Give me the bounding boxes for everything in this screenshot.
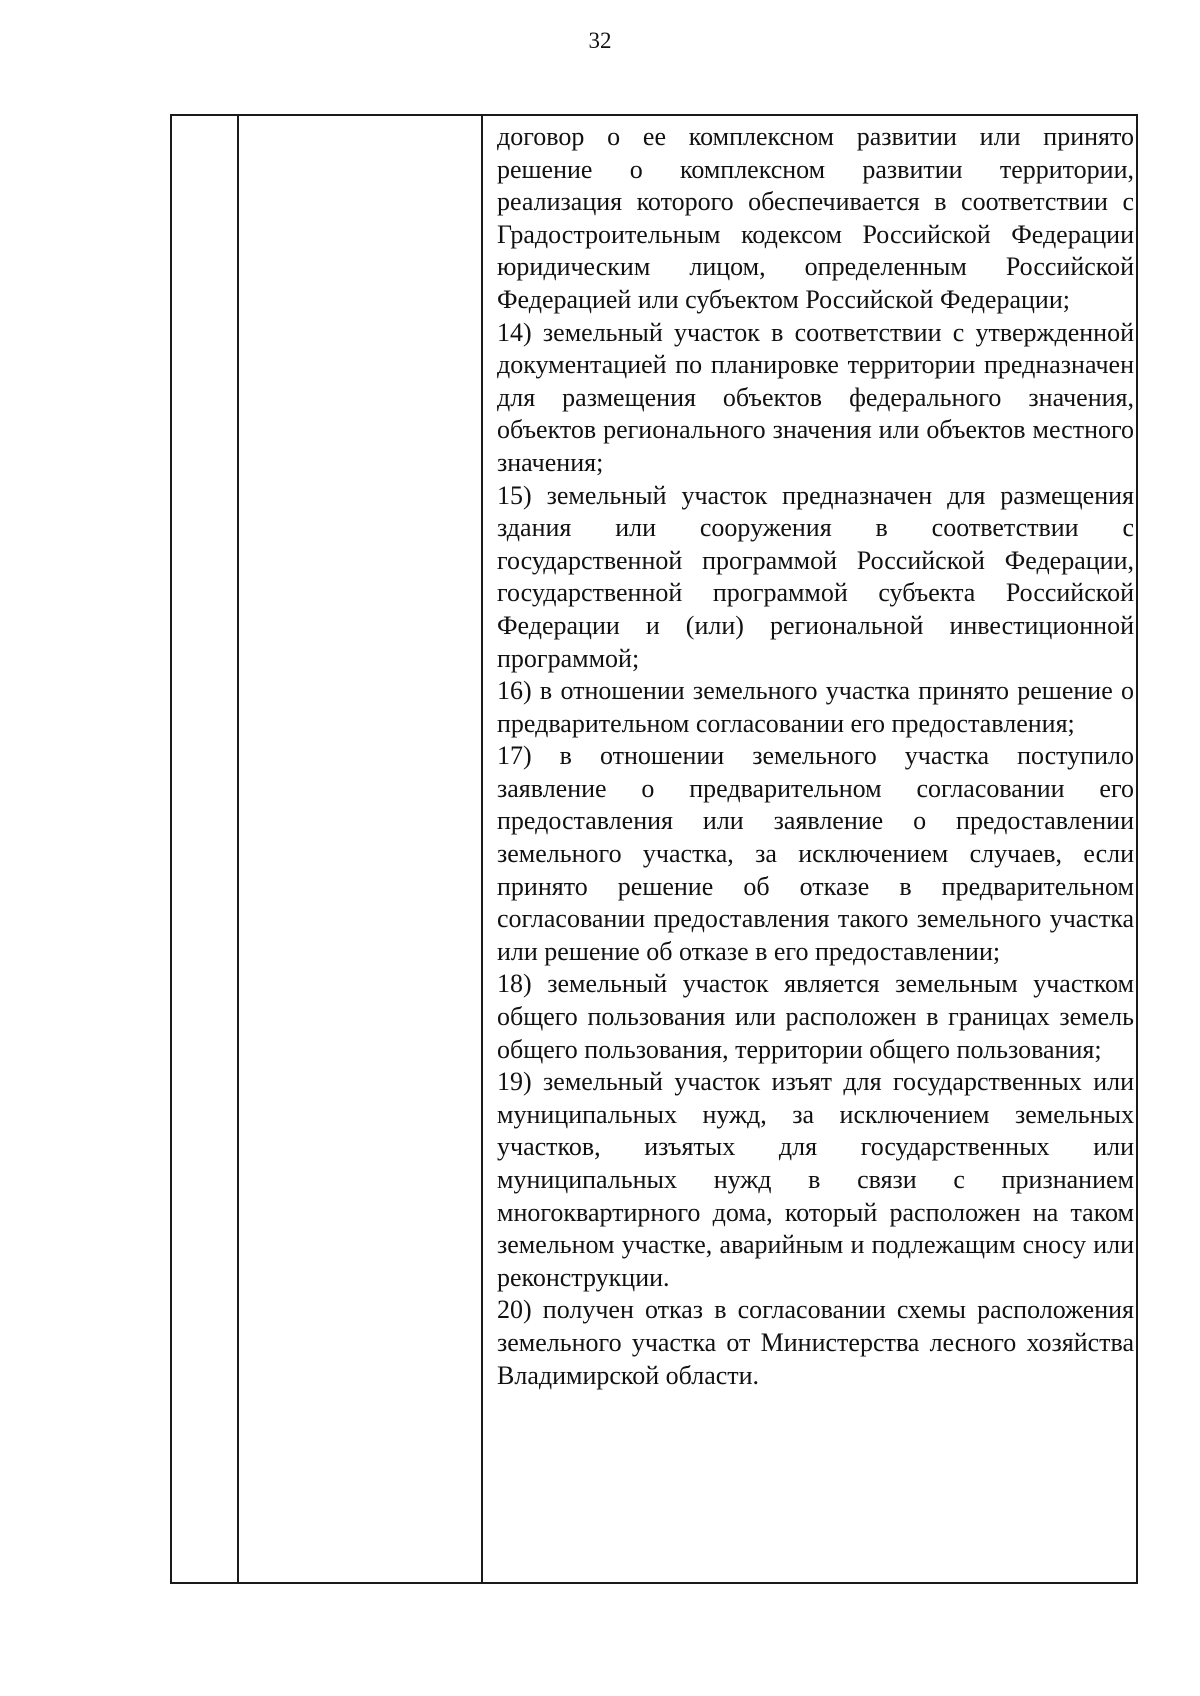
paragraph-item-20: 20) получен отказ в согласовании схемы расположения земельного участка от Министерства лесного хозяйства Владимирской области. <box>497 1295 1134 1390</box>
paragraph-continuation: договор о ее комплексном развитии или принято решение о комплексном развитии территории, реализация которого обеспечивается в соответствии с Градостроительным кодексом Российской Федерации юридическим лицом, определенным Российской Федерацией или субъектом Российской Федерации; <box>497 122 1134 314</box>
table-cell-grounds <box>483 116 1136 1582</box>
page-number: 32 <box>588 28 612 53</box>
document-table <box>170 114 1138 1584</box>
paragraph-item-16: 16) в отношении земельного участка принято решение о предварительном согласовании его предоставления; <box>497 676 1134 738</box>
paragraph-item-19: 19) земельный участок изъят для государственных или муниципальных нужд, за исключением земельных участков, изъятых для государственных или муниципальных нужд в связи с признанием многоквартирного дома, который расположен на таком земельном участке, аварийным и подлежащим сносу или реконструкции. <box>497 1067 1134 1292</box>
paragraph-item-15: 15) земельный участок предназначен для размещения здания или сооружения в соответствии с государственной программой Российской Федерации, государственной программой субъекта Российской Федерации и (или) региональной инвестиционной программой; <box>497 480 1134 673</box>
paragraph-item-17: 17) в отношении земельного участка поступило заявление о предварительном согласовании его предоставления или заявление о предоставлении земельного участка, за исключением случаев, если принято решение об отказе в предварительном согласовании предоставления такого земельного участка или решение об отказе в его предоставлении; <box>497 741 1134 966</box>
paragraph-item-14: 14) земельный участок в соответствии с утвержденной документацией по планировке территории предназначен для размещения объектов федерального значения, объектов регионального значения или объектов местного значения; <box>497 317 1134 477</box>
paragraph-item-18: 18) земельный участок является земельным участком общего пользования или расположен в границах земель общего пользования, территории общего пользования; <box>497 969 1134 1064</box>
table-cell-name <box>239 116 483 1582</box>
table-cell-number <box>172 116 239 1582</box>
